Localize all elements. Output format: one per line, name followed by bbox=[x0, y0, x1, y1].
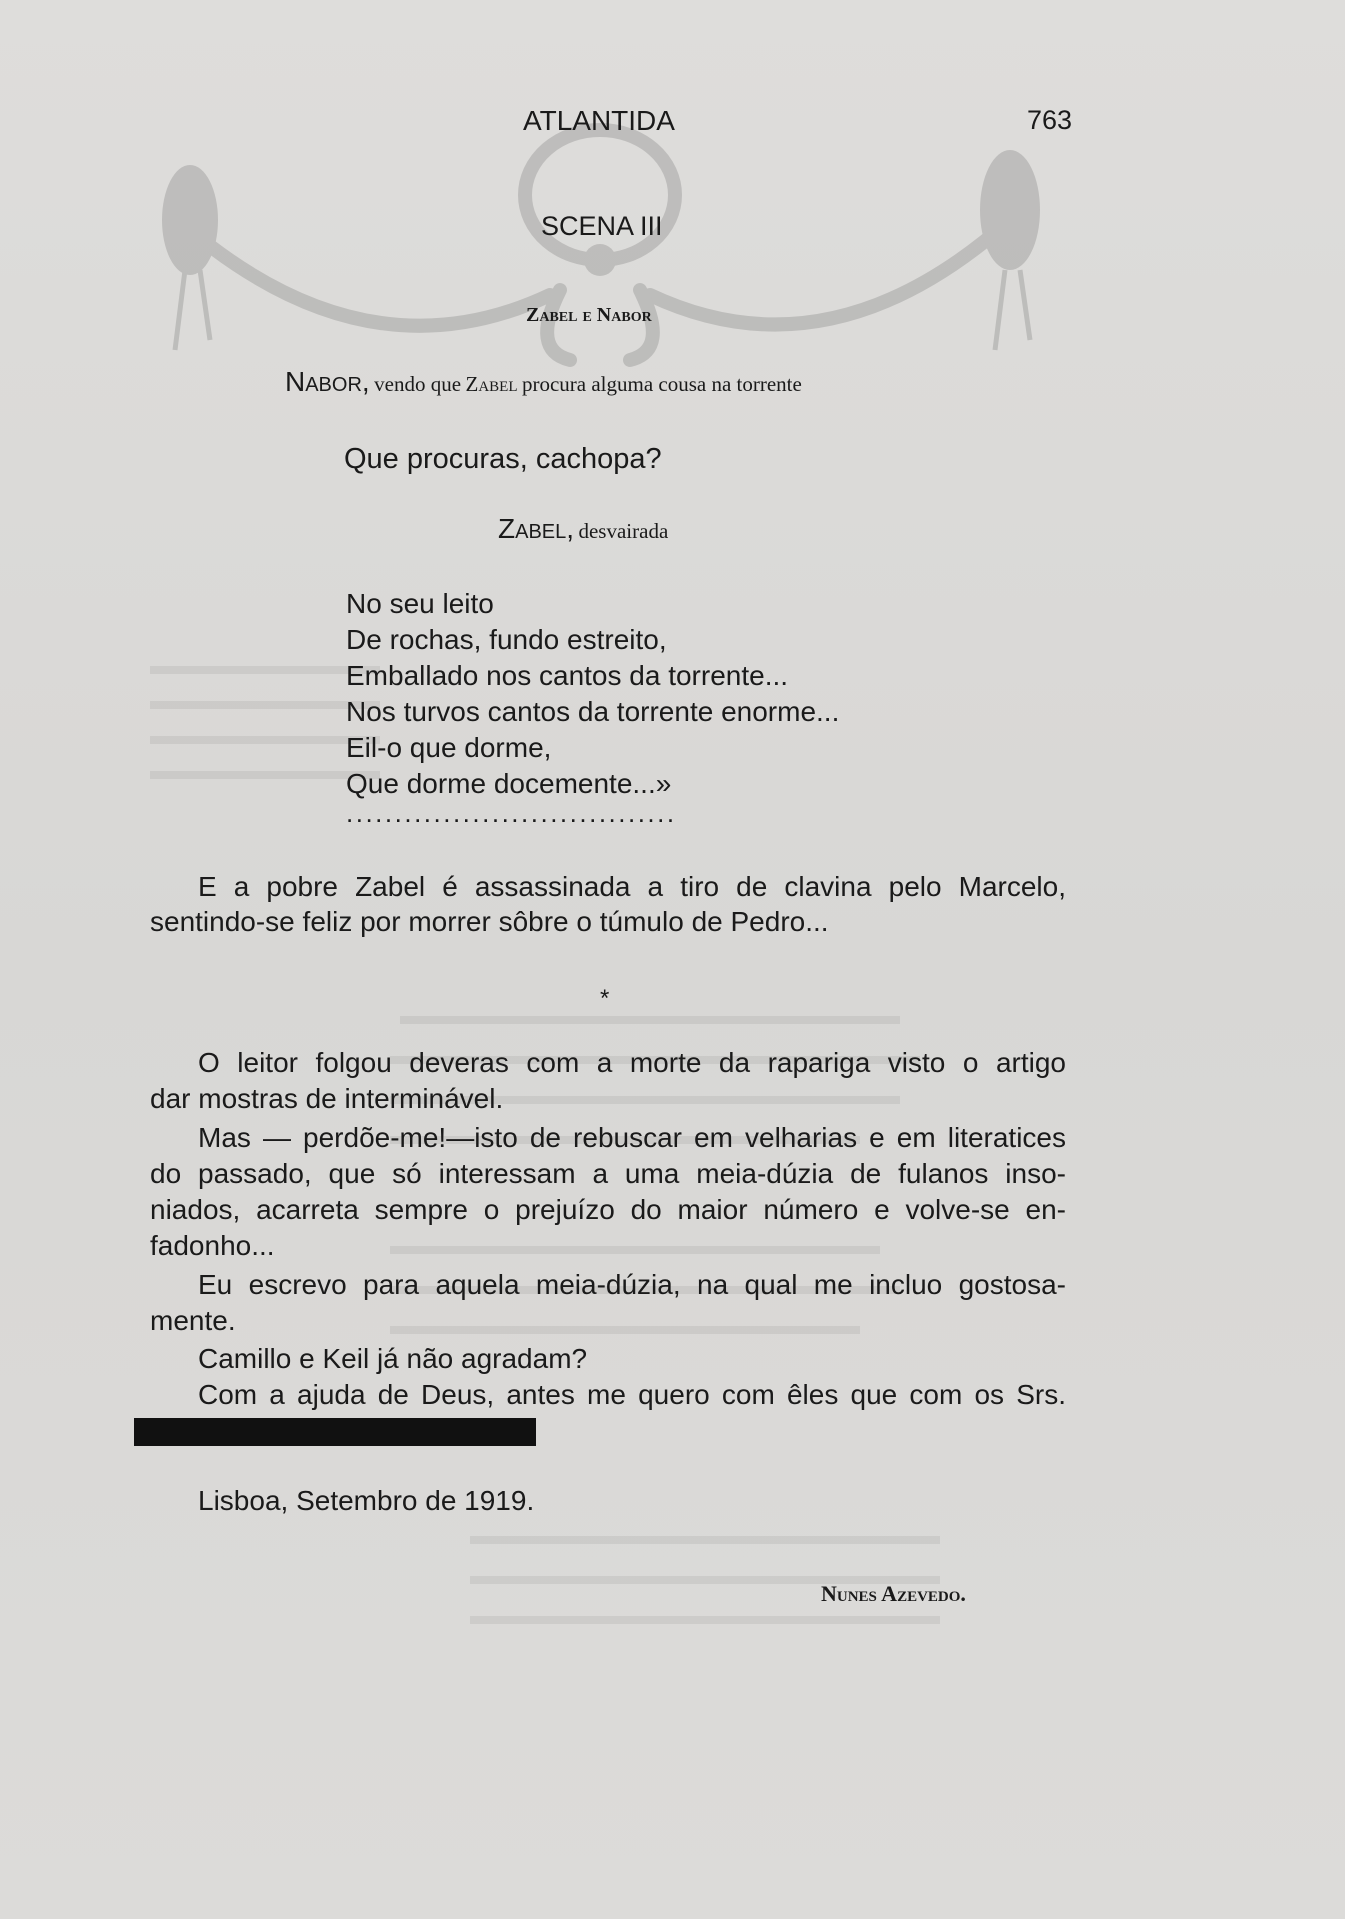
verse-line: Eil-o que dorme, bbox=[346, 732, 552, 763]
verse-line: Que dorme docemente...» bbox=[346, 768, 672, 799]
paragraph-line: Camillo e Keil já não agradam? bbox=[198, 1343, 588, 1374]
verse-line: Nos turvos cantos da torrente enorme... bbox=[346, 696, 840, 727]
dateline: Lisboa, Setembro de 1919. bbox=[198, 1485, 535, 1516]
paragraph-line: do passado, que só interessam a uma meia-dúzia de fulanos inso- bbox=[150, 1158, 1066, 1189]
page-number: 763 bbox=[1027, 105, 1073, 135]
paragraph-line: Mas — perdõe-me!—isto de rebuscar em velharias e em literatices bbox=[198, 1122, 1066, 1153]
verse-line: No seu leito bbox=[346, 588, 494, 619]
redaction-bar bbox=[134, 1418, 536, 1446]
paragraph-line: Com a ajuda de Deus, antes me quero com êles que com os Srs. bbox=[198, 1379, 1066, 1410]
paragraph-line: fadonho... bbox=[150, 1230, 275, 1261]
scene-characters: Zabel e Nabor bbox=[526, 304, 652, 326]
section-asterisk: * bbox=[600, 985, 610, 1012]
paragraph-line: mente. bbox=[150, 1305, 236, 1336]
stage-note: desvairada bbox=[578, 519, 669, 543]
scene-title: SCENA III bbox=[541, 211, 663, 241]
running-title: ATLANTIDA bbox=[523, 105, 675, 136]
spoken-line: Que procuras, cachopa? bbox=[344, 443, 662, 475]
paragraph-line: O leitor folgou deveras com a morte da rapariga visto o artigo bbox=[198, 1047, 1066, 1078]
verse-line: Emballado nos cantos da torrente... bbox=[346, 660, 789, 691]
paragraph-line: Eu escrevo para aquela meia-dúzia, na qual me incluo gostosa- bbox=[198, 1269, 1066, 1300]
author-signature: Nunes Azevedo. bbox=[821, 1581, 966, 1606]
stage-note-name: Zabel bbox=[465, 372, 518, 396]
paragraph-line: niados, acarreta sempre o prejuízo do maior número e volve-se en- bbox=[150, 1194, 1066, 1225]
speaker-name: Nabor, bbox=[285, 366, 370, 397]
ellipsis-divider: .................................. bbox=[346, 798, 677, 828]
speaker-name: Zabel, bbox=[498, 513, 575, 544]
stage-note: procura alguma cousa na torrente bbox=[521, 372, 802, 396]
verse-line: De rochas, fundo estreito, bbox=[346, 624, 667, 655]
stage-note: vendo que bbox=[374, 372, 462, 396]
paragraph-line: sentindo-se feliz por morrer sôbre o túmulo de Pedro... bbox=[150, 906, 829, 937]
paragraph-line: E a pobre Zabel é assassinada a tiro de clavina pelo Marcelo, bbox=[198, 871, 1066, 902]
paragraph-line: dar mostras de interminável. bbox=[150, 1083, 504, 1114]
stage-direction-nabor bbox=[285, 366, 802, 398]
stage-direction-zabel bbox=[498, 513, 668, 545]
